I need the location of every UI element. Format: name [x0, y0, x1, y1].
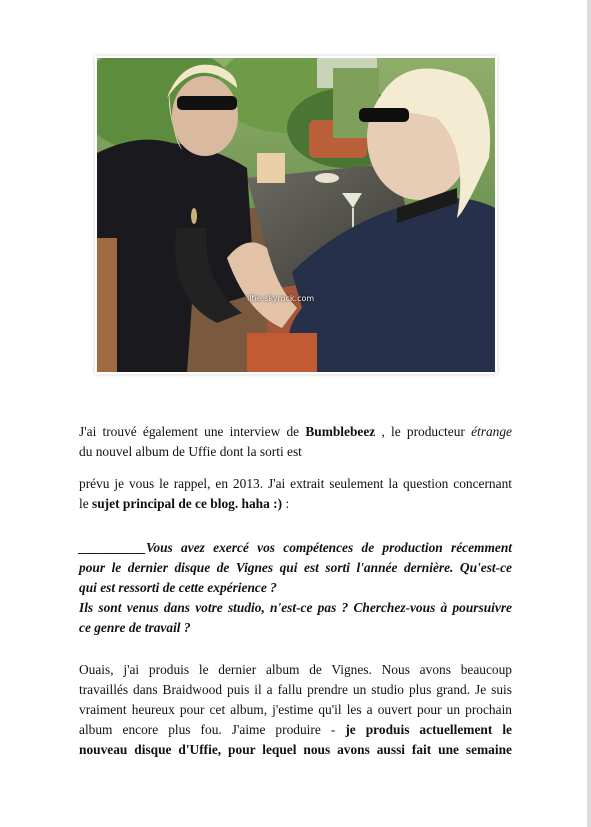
intro-line-1: J'ai trouvé également une interview de Bumblebeez , le producteur étrange: [79, 424, 512, 439]
answer-line-4: album encore plus fou. J'aime produire - je produis actuellement le: [79, 722, 512, 737]
blog-topic: sujet principal de ce blog. haha :): [92, 496, 283, 511]
answer-line-3: vraiment heureux pour cet album, j'estime qu'il les a ouvert pour un prochain: [79, 702, 512, 717]
answer-bold-1: je produis actuellement le: [345, 722, 512, 737]
intro-paragraph-2: [79, 474, 512, 514]
question-line-3: qui est ressorti de cette expérience ?: [79, 580, 277, 595]
emphasis-word: étrange: [471, 424, 512, 439]
question-line-5: ce genre de travail ?: [79, 620, 191, 635]
artist-name: Bumblebeez: [305, 424, 376, 439]
answer-line-5: [79, 740, 512, 760]
interview-photo: [97, 58, 495, 372]
intro2-line-1: prévu je vous le rappel, en 2013. J'ai extrait seulement la question concernant: [79, 476, 512, 491]
intro-paragraph: [79, 422, 512, 462]
answer-bold-2: nouveau disque d'Uffie, pour lequel nous avons aussi fait une semaine: [79, 742, 512, 757]
intro-line-2: du nouvel album de Uffie dont la sorti est: [79, 444, 302, 459]
interview-question: [79, 538, 512, 638]
photo-watermark: lltie.skyrock.com: [247, 294, 315, 303]
question-line-4: Ils sont venus dans votre studio, n'est-ce pas ? Cherchez-vous à poursuivre: [79, 600, 512, 615]
question-line-1: __________Vous avez exercé vos compétences de production récemment: [79, 540, 512, 555]
photo-illustration: [97, 58, 495, 372]
interview-answer: [79, 660, 512, 760]
answer-line-1: Ouais, j'ai produis le dernier album de Vignes. Nous avons beaucoup: [79, 662, 512, 677]
intro2-line-2: le sujet principal de ce blog. haha :) :: [79, 496, 290, 511]
question-line-2: pour le dernier disque de Vignes qui est sorti l'année dernière. Qu'est-ce: [79, 560, 512, 575]
answer-line-2: travaillés dans Braidwood puis il a fallu prendre un studio plus grand. Je suis: [79, 682, 512, 697]
page-edge: [587, 0, 591, 827]
